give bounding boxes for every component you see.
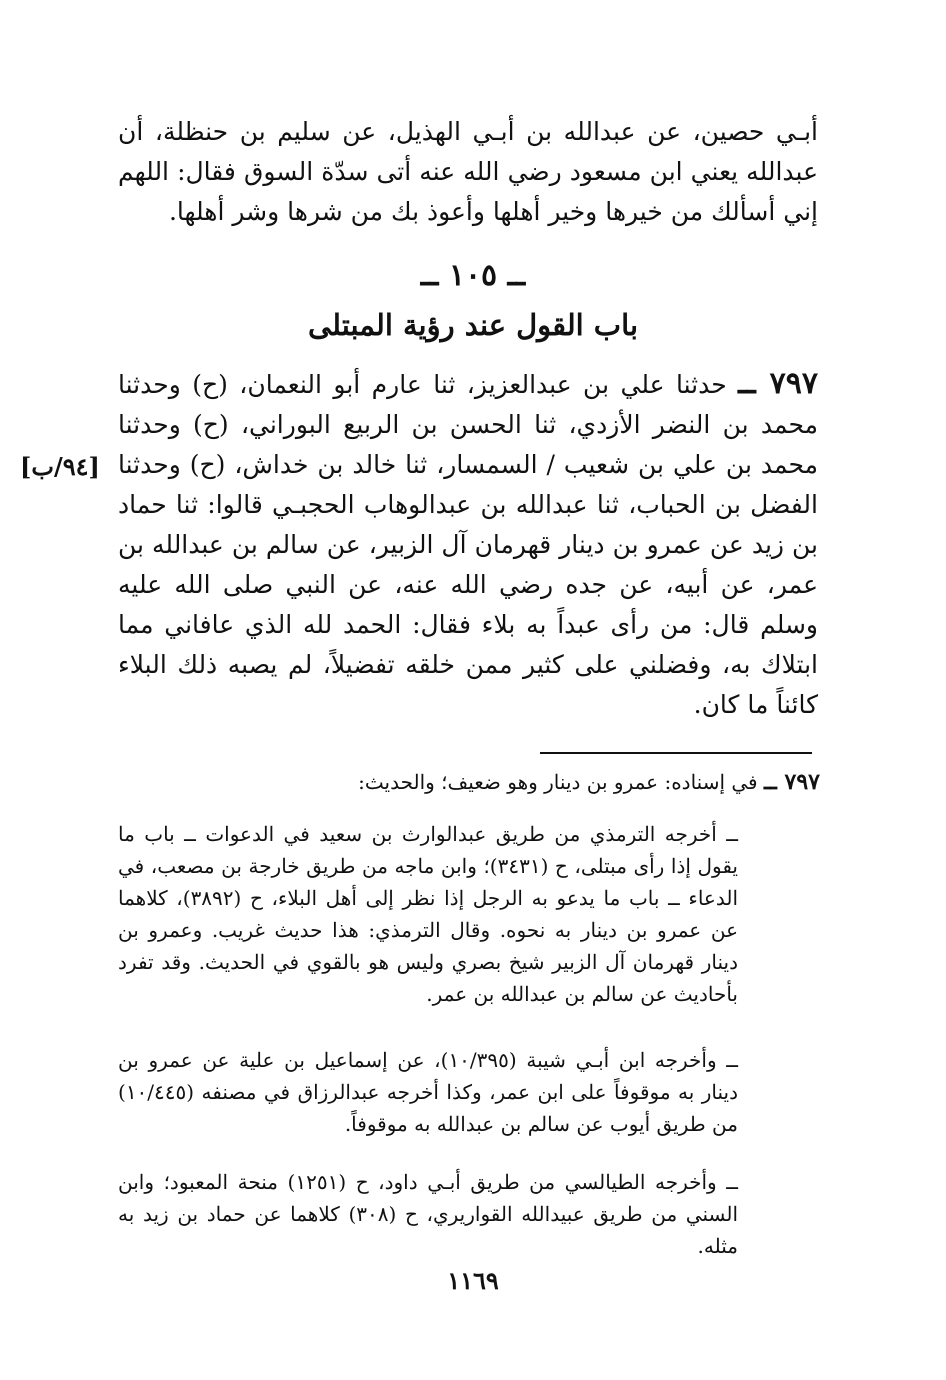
intro-text: أبـي حصين، عن عبدالله بن أبـي الهذيل، عن سليم بن حنظلة، أن عبدالله يعني ابن مسعود رضي الله عنه أتى سدّة السوق فقال: اللهم إني أسألك من خيرها وخير أهلها وأعوذ بك من شرها وشر أهلها.: [118, 117, 818, 226]
footnote-heading: [200, 766, 820, 798]
page-number: ١١٦٩: [447, 1266, 499, 1295]
intro-paragraph: [118, 112, 818, 232]
hadith-text: حدثنا علي بن عبدالعزيز، ثنا عارم أبو النعمان، (ح) وحدثنا محمد بن النضر الأزدي، ثنا الحسن بن الربيع البوراني، (ح) وحدثنا محمد بن علي بن شعيب / السمسار، ثنا خالد بن خداش، (ح) وحدثنا الفضل بن الحباب، ثنا عبدالله بن عبدالوهاب الحجبـي قالوا: ثنا حماد بن زيد عن عمرو بن دينار قهرمان آل الزبير، عن سالم بن عبدالله بن عمر، عن أبيه، عن جده رضي الله عنه، عن النبي صلى الله عليه وسلم قال: من رأى عبداً به بلاء فقال: الحمد لله الذي عافاني مما ابتلاك به، وفضلني على كثير ممن خلقه تفضيلاً، لم يصبه ذلك البلاء كائناً ما كان.: [118, 370, 818, 719]
footnote-note: [118, 1044, 738, 1140]
hadith-body: [118, 364, 818, 725]
manuscript-folio-ref: [٩٤/ب]: [20, 452, 100, 481]
chapter-number: ــ ١٠٥ ــ: [420, 258, 526, 293]
chapter-title: باب القول عند رؤية المبتلى: [307, 308, 639, 342]
footnote-head-text: في إسناده: عمرو بن دينار وهو ضعيف؛ والحديث:: [358, 770, 758, 794]
footnote-note: [118, 818, 738, 1010]
footnote-note-text: ــ وأخرجه الطيالسي من طريق أبـي داود، ح (١٢٥١) منحة المعبود؛ وابن السني من طريق عبيدالله القواريري، ح (٣٠٨) كلاهما عن حماد بن زيد به مثله.: [118, 1170, 739, 1258]
footnote-note-text: ــ أخرجه الترمذي من طريق عبدالوارث بن سعيد في الدعوات ــ باب ما يقول إذا رأى مبتلى، ح (٣٤٣١)؛ وابن ماجه من طريق خارجة بن مصعب، في الدعاء ــ باب ما يدعو به الرجل إذا نظر إلى أهل البلاء، ح (٣٨٩٢)، كلاهما عن عمرو بن دينار به نحوه. وقال الترمذي: هذا حديث غريب. وعمرو بن دينار قهرمان آل الزبير شيخ بصري وليس هو بالقوي في الحديث. وقد تفرد بأحاديث عن سالم بن عبدالله بن عمر.: [118, 822, 739, 1006]
footnote-divider: [540, 752, 812, 754]
hadith-number: ٧٩٧ ــ: [738, 366, 818, 401]
hadith-paragraph: [118, 364, 818, 725]
footnote-note: [118, 1166, 738, 1262]
footnote-note-text: ــ وأخرجه ابن أبـي شيبة (١٠/٣٩٥)، عن إسماعيل بن علية عن عمرو بن دينار به موقوفاً على ابن عمر، وكذا أخرجه عبدالرزاق في مصنفه (١٠/٤٤٥) من طريق أيوب عن سالم بن عبدالله به موقوفاً.: [118, 1048, 739, 1136]
footnote-number: ٧٩٧ ــ: [763, 769, 820, 795]
